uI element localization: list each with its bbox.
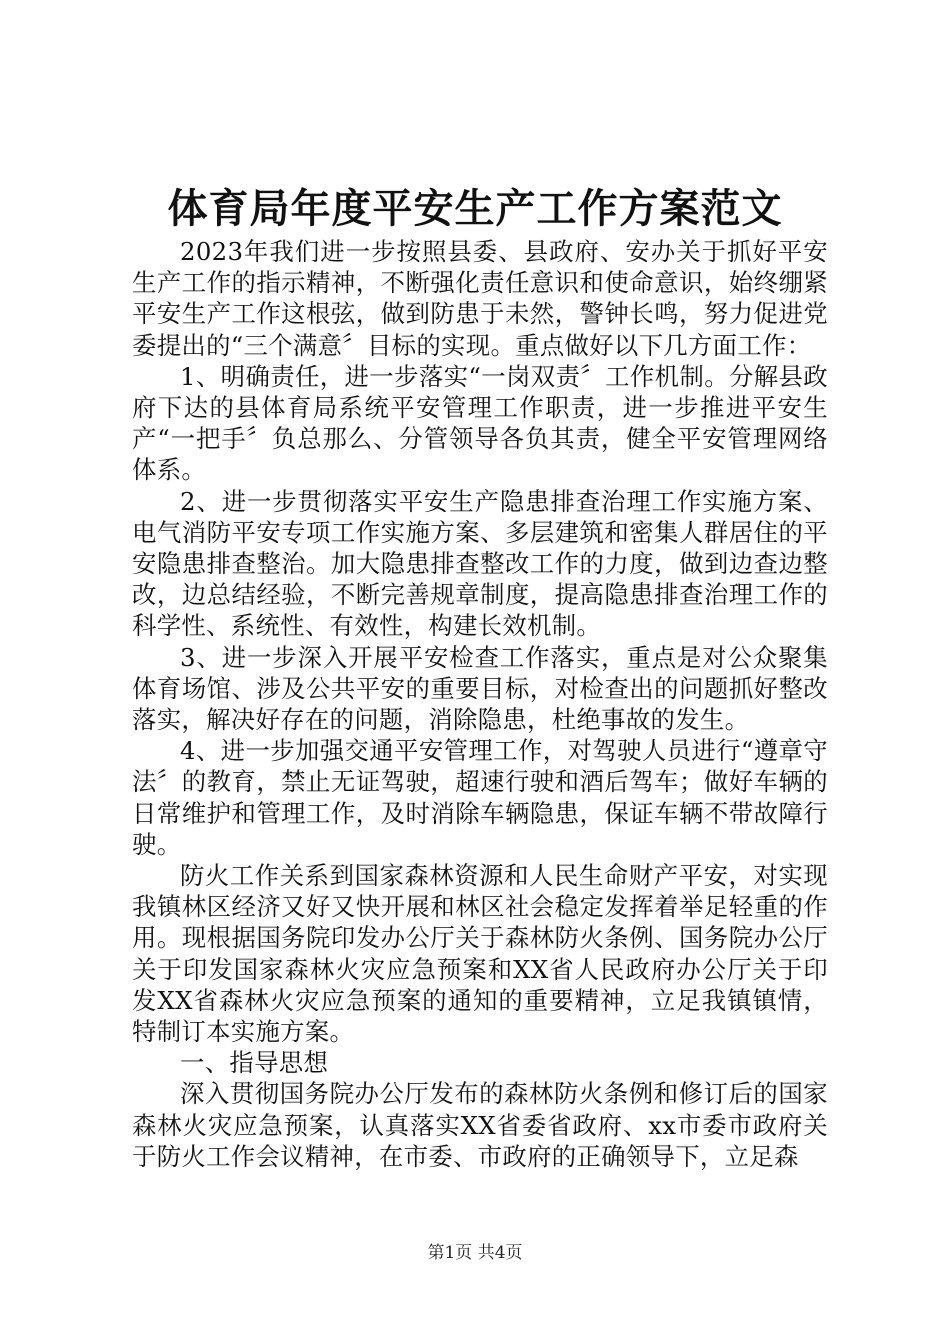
paragraph-item-3: 3、进一步深入开展平安检查工作落实，重点是对公众聚集体育场馆、涉及公共平安的重要目标，对检查出的问题抓好整改落实，解决好存在的问题，消除隐患，杜绝事故的发生。: [132, 642, 828, 735]
paragraph-intro: 2023年我们进一步按照县委、县政府、安办关于抓好平安生产工作的指示精神，不断强化责任意识和使命意识，始终绷紧平安生产工作这根弦，做到防患于未然，警钟长鸣，努力促进党委提出的“三个满意〞目标的实现。重点做好以下几方面工作：: [132, 237, 828, 360]
paragraph-item-2: 2、进一步贯彻落实平安生产隐患排查治理工作实施方案、电气消防平安专项工作实施方案、多层建筑和密集人群居住的平安隐患排查整治。加大隐患排查整改工作的力度，做到边查边整改，边总结经验，不断完善规章制度，提高隐患排查治理工作的科学性、系统性、有效性，构建长效机制。: [132, 486, 828, 641]
page-number-footer: 第1页 共4页: [427, 1243, 523, 1263]
document-body: [132, 236, 828, 1172]
paragraph-item-1: 1、明确责任，进一步落实“一岗双责〞工作机制。分解县政府下达的县体育局系统平安管理工作职责，进一步推进平安生产“一把手〞负总那么、分管领导各负其责，健全平安管理网络体系。: [132, 361, 828, 485]
paragraph-fire-prevention: 防火工作关系到国家森林资源和人民生命财产平安，对实现我镇林区经济又好又快开展和林区社会稳定发挥着举足轻重的作用。现根据国务院印发办公厅关于森林防火条例、国务院办公厅关于印发国家森林火灾应急预案和XX省人民政府办公厅关于印发XX省森林火灾应急预案的通知的重要精神，立足我镇镇情，特制订本实施方案。: [132, 861, 828, 1047]
paragraph-guiding-ideology: 深入贯彻国务院办公厅发布的森林防火条例和修订后的国家森林火灾应急预案，认真落实XX省委省政府、xx市委市政府关于防火工作会议精神，在市委、市政府的正确领导下，立足森: [132, 1079, 828, 1171]
paragraph-item-4: 4、进一步加强交通平安管理工作，对驾驶人员进行“遵章守法〞的教育，禁止无证驾驶，超速行驶和酒后驾车；做好车辆的日常维护和管理工作，及时消除车辆隐患，保证车辆不带故障行驶。: [132, 736, 828, 859]
document-title: 体育局年度平安生产工作方案范文: [167, 185, 783, 232]
section-heading-guiding-ideology: 一、指导思想: [180, 1048, 329, 1078]
